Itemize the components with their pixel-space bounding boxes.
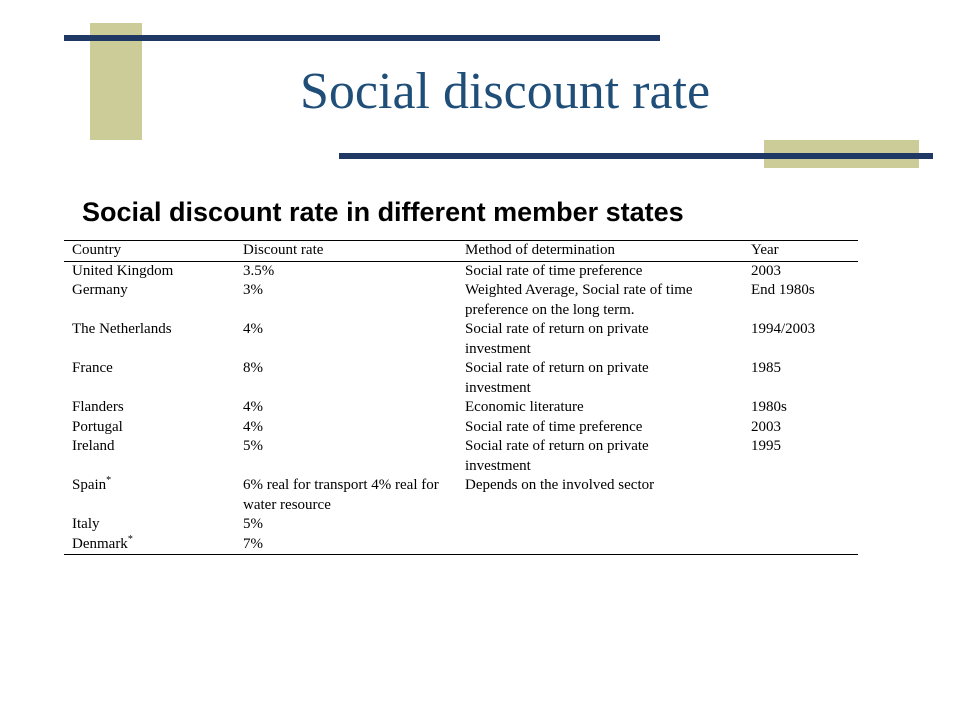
cell-country: France bbox=[72, 360, 113, 376]
table-body bbox=[64, 261, 858, 555]
table-row bbox=[64, 476, 858, 515]
cell-rate: 4% bbox=[243, 418, 263, 435]
cell-method: Depends on the involved sector bbox=[465, 477, 655, 493]
cell-method: Social rate of return on private investment bbox=[465, 321, 649, 357]
table-row bbox=[64, 261, 858, 281]
header-discount-rate: Discount rate bbox=[243, 242, 324, 258]
cell-year: 1994/2003 bbox=[751, 321, 816, 337]
table-row bbox=[64, 437, 858, 476]
cell-year: End 1980s bbox=[751, 282, 815, 298]
cell-country: Flanders bbox=[72, 399, 124, 415]
cell-method bbox=[457, 535, 743, 555]
cell-year: 1985 bbox=[751, 360, 781, 376]
cell-method: Economic literature bbox=[465, 399, 584, 415]
cell-country: Spain* bbox=[72, 475, 112, 493]
cell-country: Ireland bbox=[72, 438, 115, 454]
slide-title: Social discount rate bbox=[300, 63, 711, 120]
cell-rate: 3.5% bbox=[243, 262, 275, 279]
cell-rate: 5% bbox=[243, 438, 263, 454]
table-row bbox=[64, 281, 858, 320]
cell-rate: 8% bbox=[243, 360, 263, 376]
decor-navy-line-top bbox=[64, 35, 660, 41]
cell-year bbox=[743, 535, 858, 555]
cell-year: 1995 bbox=[751, 438, 781, 454]
table-caption: Social discount rate in different member states bbox=[82, 197, 684, 227]
table-row bbox=[64, 535, 858, 555]
cell-method: Social rate of return on private investment bbox=[465, 438, 649, 474]
table-row bbox=[64, 359, 858, 398]
cell-rate: 4% bbox=[243, 321, 263, 337]
cell-year: 2003 bbox=[751, 262, 781, 279]
discount-rate-table-wrap bbox=[64, 240, 858, 555]
cell-rate: 4% bbox=[243, 399, 263, 415]
footnote-mark: * bbox=[106, 475, 112, 486]
table-row bbox=[64, 418, 858, 438]
cell-year: 1980s bbox=[751, 399, 787, 415]
decor-navy-line-bottom bbox=[339, 153, 933, 159]
discount-rate-table bbox=[64, 240, 858, 555]
footnote-mark: * bbox=[127, 533, 133, 545]
table-row bbox=[64, 515, 858, 535]
cell-rate: 6% real for transport 4% real for water resource bbox=[243, 477, 439, 513]
cell-rate: 5% bbox=[243, 516, 263, 532]
cell-country: Denmark* bbox=[72, 533, 133, 552]
cell-method: Social rate of time preference bbox=[465, 418, 643, 435]
cell-country: Portugal bbox=[72, 418, 123, 435]
cell-year: 2003 bbox=[751, 418, 781, 435]
cell-rate: 7% bbox=[243, 535, 263, 552]
cell-year bbox=[743, 515, 858, 535]
table-row bbox=[64, 398, 858, 418]
cell-rate: 3% bbox=[243, 282, 263, 298]
cell-country: United Kingdom bbox=[72, 262, 174, 279]
cell-method: Social rate of return on private investment bbox=[465, 360, 649, 396]
cell-method: Weighted Average, Social rate of time preference on the long term. bbox=[465, 282, 693, 318]
header-method: Method of determination bbox=[465, 242, 615, 258]
cell-year bbox=[743, 476, 858, 515]
header-year: Year bbox=[751, 242, 779, 258]
table-header-row bbox=[64, 241, 858, 262]
cell-country: Germany bbox=[72, 282, 128, 298]
table-row bbox=[64, 320, 858, 359]
cell-country: Italy bbox=[72, 516, 100, 532]
cell-method: Social rate of time preference bbox=[465, 262, 643, 279]
cell-method bbox=[457, 515, 743, 535]
header-country: Country bbox=[72, 242, 122, 258]
cell-country: The Netherlands bbox=[72, 321, 172, 337]
